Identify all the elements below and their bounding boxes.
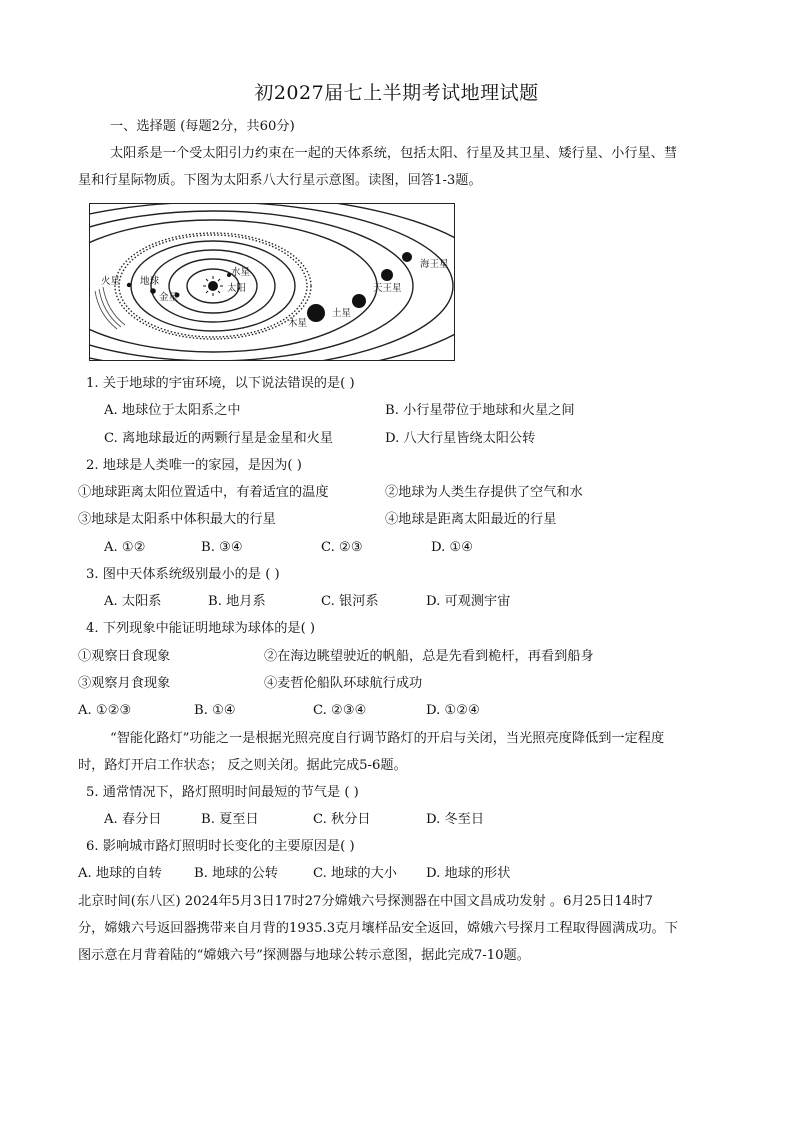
q4-option-a: A. ①②③	[78, 703, 132, 718]
saturn-dot	[352, 294, 366, 308]
q1-option-a: A. 地球位于太阳系之中	[104, 403, 241, 418]
q4-option-c: C. ②③④	[313, 703, 367, 718]
label-mercury: 水星	[231, 267, 251, 278]
q1-option-b: B. 小行星带位于地球和火星之间	[385, 403, 575, 418]
q5-option-d: D. 冬至日	[426, 812, 485, 827]
q6-option-b: B. 地球的公转	[194, 866, 279, 881]
q4-option-d: D. ①②④	[426, 703, 480, 718]
intro-paragraph-2-line-2: 时，路灯开启工作状态； 反之则关闭。据此完成5-6题。	[78, 758, 407, 773]
jupiter-dot	[307, 304, 325, 322]
q6-stem: 6. 影响城市路灯照明时长变化的主要原因是( )	[86, 839, 355, 854]
q6-option-c: C. 地球的大小	[313, 866, 397, 881]
label-sun: 太阳	[227, 283, 247, 294]
q2-option-d: D. ①④	[431, 540, 474, 555]
q1-option-d: D. 八大行星皆绕太阳公转	[385, 431, 536, 446]
solar-system-diagram	[89, 203, 455, 361]
intro-paragraph-1-line-1: 太阳系是一个受太阳引力约束在一起的天体系统，包括太阳、行星及其卫星、矮行星、小行星、彗	[110, 146, 678, 161]
q4-statement-3: ③观察月食现象	[78, 676, 171, 691]
q3-option-b: B. 地月系	[208, 594, 266, 609]
q2-statement-4: ④地球是距离太阳最近的行星	[385, 512, 557, 527]
q4-stem: 4. 下列现象中能证明地球为球体的是( )	[86, 621, 316, 636]
q4-option-b: B. ①④	[194, 703, 236, 718]
label-neptune: 海王星	[420, 259, 449, 270]
label-earth: 地球	[140, 276, 160, 287]
q4-statement-1: ①观察日食现象	[78, 649, 171, 664]
q5-option-c: C. 秋分日	[313, 812, 371, 827]
q2-stem: 2. 地球是人类唯一的家园，是因为( )	[86, 458, 302, 473]
neptune-dot	[402, 252, 412, 262]
q1-stem: 1. 关于地球的宇宙环境，以下说法错误的是( )	[86, 376, 355, 391]
q2-option-a: A. ①②	[104, 540, 146, 555]
label-venus: 金星	[159, 292, 179, 303]
section-heading: 一、选择题 (每题2分，共60分)	[110, 119, 295, 134]
q1-option-c: C. 离地球最近的两颗行星是金星和火星	[104, 431, 334, 446]
uranus-dot	[381, 269, 393, 281]
q2-statement-1: ①地球距离太阳位置适中，有着适宜的温度	[78, 485, 329, 500]
sun-symbol	[203, 276, 223, 296]
q3-option-a: A. 太阳系	[104, 594, 162, 609]
mars-dot	[127, 283, 131, 287]
label-mars: 火星	[101, 276, 121, 287]
q2-statement-2: ②地球为人类生存提供了空气和水	[385, 485, 583, 500]
label-uranus: 天王星	[373, 283, 402, 294]
q4-statement-4: ④麦哲伦船队环球航行成功	[264, 676, 423, 691]
q2-option-b: B. ③④	[201, 540, 243, 555]
q5-option-b: B. 夏至日	[201, 812, 259, 827]
q6-option-a: A. 地球的自转	[78, 866, 162, 881]
label-saturn: 土星	[332, 308, 352, 319]
earth-dot	[150, 288, 156, 294]
q3-stem: 3. 图中天体系统级别最小的是 ( )	[86, 567, 280, 582]
label-jupiter: 木星	[288, 318, 308, 329]
intro-paragraph-3-line-1: 北京时间(东八区) 2024年5月3日17时27分嫦娥六号探测器在中国文昌成功发射 。6月25日14时7	[78, 894, 653, 909]
q5-option-a: A. 春分日	[104, 812, 162, 827]
q3-option-c: C. 银河系	[321, 594, 379, 609]
intro-paragraph-2-line-1: “智能化路灯”功能之一是根据光照亮度自行调节路灯的开启与关闭，当光照亮度降低到一定程度	[110, 731, 665, 746]
intro-paragraph-3-line-3: 图示意在月背着陆的“嫦娥六号”探测器与地球公转示意图，据此完成7-10题。	[78, 948, 530, 963]
q4-statement-2: ②在海边眺望驶近的帆船，总是先看到桅杆，再看到船身	[264, 649, 594, 664]
q2-statement-3: ③地球是太阳系中体积最大的行星	[78, 512, 276, 527]
page-title: 初2027届七上半期考试地理试题	[254, 82, 539, 104]
q5-stem: 5. 通常情况下，路灯照明时间最短的节气是 ( )	[86, 785, 359, 800]
intro-paragraph-1-line-2: 星和行星际物质。下图为太阳系八大行星示意图。读图，回答1-3题。	[78, 173, 482, 188]
intro-paragraph-3-line-2: 分，嫦娥六号返回器携带来自月背的1935.3克月壤样品安全返回，嫦娥六号探月工程取得圆满成功。下	[78, 921, 679, 936]
q2-option-c: C. ②③	[321, 540, 363, 555]
q3-option-d: D. 可观测宇宙	[426, 594, 511, 609]
q6-option-d: D. 地球的形状	[426, 866, 511, 881]
